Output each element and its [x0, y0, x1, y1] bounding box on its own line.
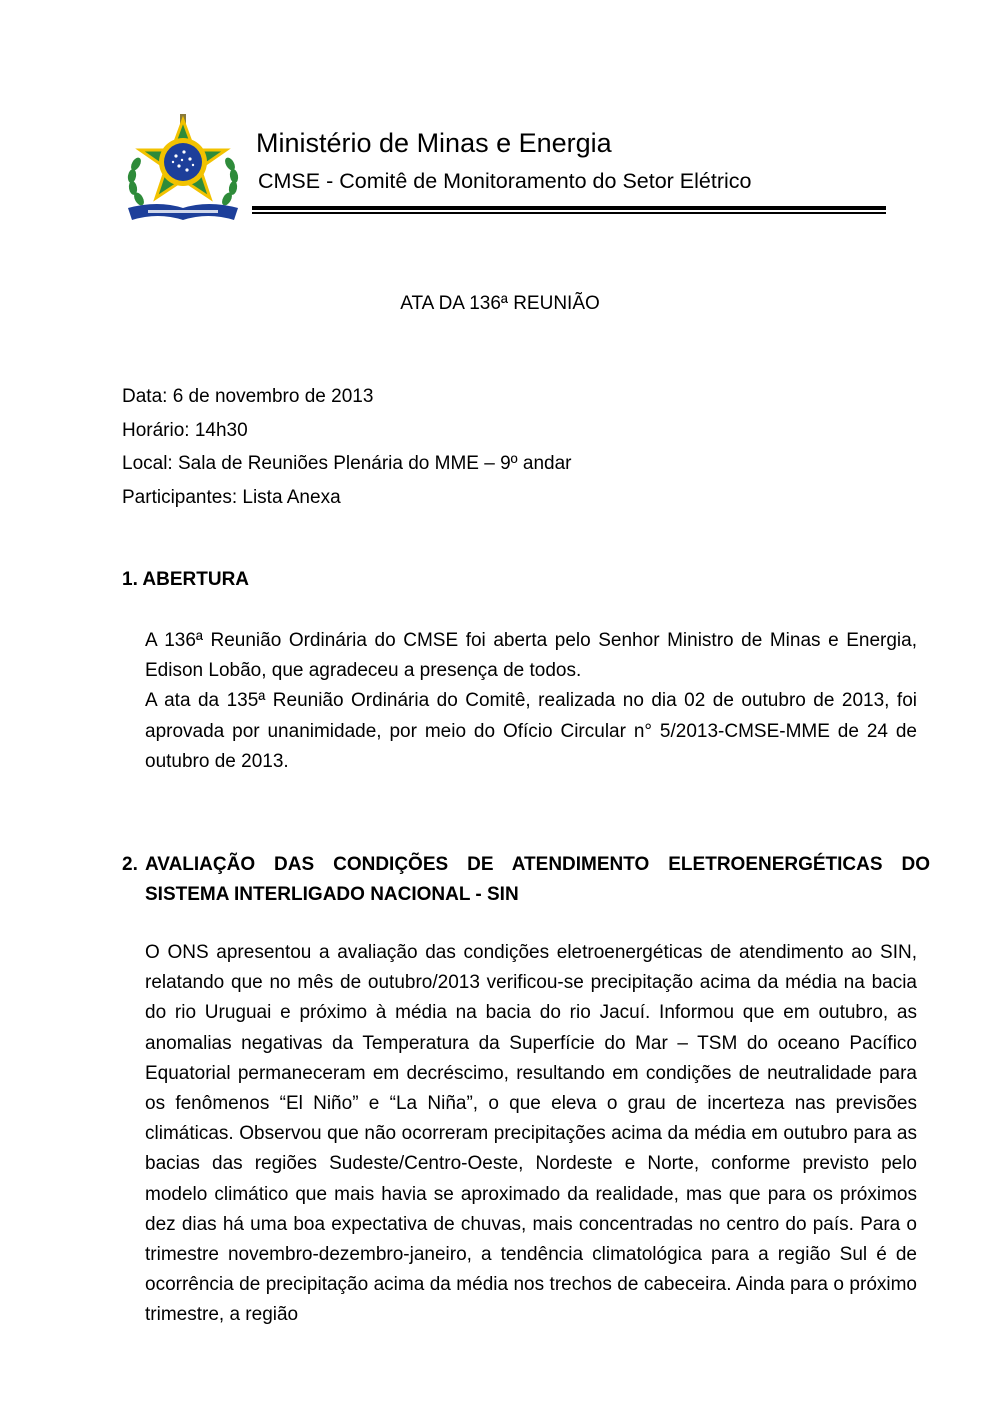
header-rule: [252, 206, 886, 210]
paragraph: A 136ª Reunião Ordinária do CMSE foi aberta pelo Senhor Ministro de Minas e Energia, Edison Lobão, que agradeceu a presença de todos.: [145, 630, 917, 682]
meeting-details: [122, 380, 572, 514]
section-2-heading: [122, 850, 930, 910]
meeting-participants: Participantes: Lista Anexa: [122, 486, 341, 508]
paragraph: O ONS apresentou a avaliação das condições eletroenergéticas de atendimento ao SIN, relatando que no mês de outubro/2013 verificou-se precipitação acima da média na bacia do rio Uruguai e próximo à média na bacia do rio Jacuí. Informou que em outubro, as anomalias negativas da Temperatura da Superfície do Mar – TSM do oceano Pacífico Equatorial permaneceram em decréscimo, resultando em condições de neutralidade para os fenômenos “El Niño” e “La Niña”, o que eleva o grau de incerteza nas previsões climáticas. Observou que não ocorreram precipitações acima da média em outubro para as bacias das regiões Sudeste/Centro-Oeste, Nordeste e Norte, conforme previsto pelo modelo climático que mais havia se aproximado da realidade, mas que para os próximos dez dias há uma boa expectativa de chuvas, mais concentradas no centro do país. Para o trimestre novembro-dezembro-janeiro, a tendência climatológica para a região Sul é de ocorrência de precipitação acima da média nos trechos de cabeceira. Ainda para o próximo trimestre, a região: [145, 942, 917, 1326]
section-2-body: [145, 938, 917, 1331]
document-title: ATA DA 136ª REUNIÃO: [400, 293, 600, 314]
committee-subtitle: CMSE - Comitê de Monitoramento do Setor Elétrico: [258, 169, 752, 193]
meeting-date: Data: 6 de novembro de 2013: [122, 386, 374, 407]
section-heading-text: AVALIAÇÃO DAS CONDIÇÕES DE ATENDIMENTO ELETROENERGÉTICAS DO SISTEMA INTERLIGADO NACIONAL - SIN: [145, 854, 930, 905]
section-1-heading: 1. ABERTURA: [122, 569, 250, 590]
brazil-coat-of-arms-icon: [118, 112, 248, 230]
section-number: 2.: [122, 854, 138, 875]
header-rule-thin: [252, 212, 886, 214]
section-1-body: [145, 626, 917, 777]
paragraph: A ata da 135ª Reunião Ordinária do Comitê, realizada no dia 02 de outubro de 2013, foi aprovada por unanimidade, por meio do Ofício Circular n° 5/2013-CMSE-MME de 24 de outubro de 2013.: [145, 690, 917, 772]
ministry-title: Ministério de Minas e Energia: [256, 128, 612, 158]
meeting-location: Local: Sala de Reuniões Plenária do MME – 9º andar: [122, 453, 572, 474]
meeting-time: Horário: 14h30: [122, 419, 248, 441]
